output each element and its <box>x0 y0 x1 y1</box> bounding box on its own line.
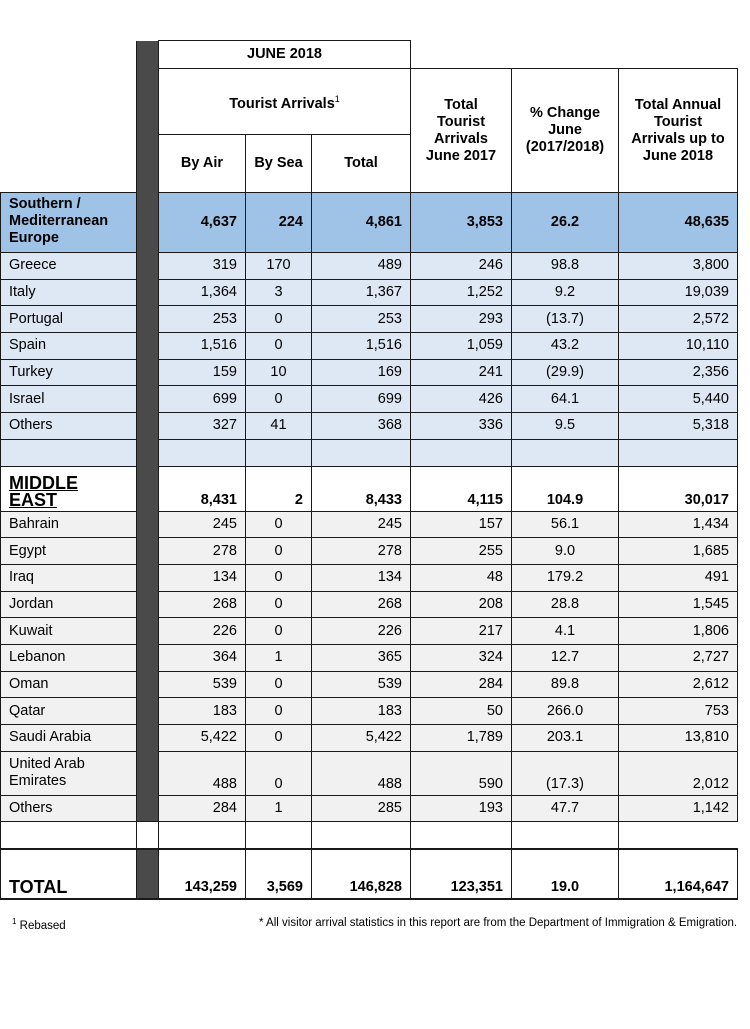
country-name: Bahrain <box>1 511 137 538</box>
sea-value: 0 <box>246 618 312 645</box>
total-value: 539 <box>312 671 411 698</box>
annual-value: 3,800 <box>619 253 738 280</box>
annual-value: 2,612 <box>619 671 738 698</box>
total-value: 285 <box>312 795 411 822</box>
annual-arrivals-header: Total Annual Tourist Arrivals up to June 2018 <box>619 69 738 193</box>
prev-year-value: 336 <box>411 413 512 440</box>
air-value: 245 <box>159 511 246 538</box>
sea-value: 1 <box>246 795 312 822</box>
tourist-arrivals-header: Tourist Arrivals$^1$ <box>159 69 411 135</box>
country-name: Greece <box>1 253 137 280</box>
sea-value: 170 <box>246 253 312 280</box>
prev-year-value: 157 <box>411 511 512 538</box>
table-row <box>1 644 738 671</box>
table-row <box>1 253 738 280</box>
country-name: Italy <box>1 279 137 306</box>
prev-year-value: 1,789 <box>411 725 512 752</box>
sea-value: 0 <box>246 564 312 591</box>
period-header: JUNE 2018 <box>159 41 411 69</box>
country-name: Portugal <box>1 306 137 333</box>
pct-change-value: (17.3) <box>512 751 619 795</box>
country-name: United Arab Emirates <box>1 751 137 795</box>
total-value: 4,861 <box>312 193 411 253</box>
table-row <box>1 671 738 698</box>
prev-year-value: 48 <box>411 564 512 591</box>
air-value: 134 <box>159 564 246 591</box>
footnote-rebased: $^1$ Rebased <box>12 917 66 932</box>
annual-value: 1,685 <box>619 538 738 565</box>
pct-change-value: 179.2 <box>512 564 619 591</box>
pct-change-value: 12.7 <box>512 644 619 671</box>
air-value: 539 <box>159 671 246 698</box>
air-value: 364 <box>159 644 246 671</box>
total-value: 268 <box>312 591 411 618</box>
by-air-header: By Air <box>159 135 246 193</box>
total-value: 5,422 <box>312 725 411 752</box>
pct-change-value: 56.1 <box>512 511 619 538</box>
air-value: 253 <box>159 306 246 333</box>
footnote-source: * All visitor arrival statistics in this report are from the Department of Immigration & Emigration. <box>259 917 738 929</box>
sea-value: 41 <box>246 413 312 440</box>
table-row <box>1 511 738 538</box>
annual-value: 2,012 <box>619 751 738 795</box>
prev-year-value: 324 <box>411 644 512 671</box>
air-value: 5,422 <box>159 725 246 752</box>
table-row <box>1 751 738 795</box>
annual-value: 5,440 <box>619 386 738 413</box>
table-row <box>1 698 738 725</box>
total-value: 1,367 <box>312 279 411 306</box>
pct-change-value: 4.1 <box>512 618 619 645</box>
pct-change-value: 104.9 <box>512 466 619 511</box>
sea-value: 0 <box>246 725 312 752</box>
air-value: 143,259 <box>159 849 246 899</box>
air-value: 268 <box>159 591 246 618</box>
table-row <box>1 333 738 360</box>
total-value: 365 <box>312 644 411 671</box>
table-row <box>1 725 738 752</box>
sea-value: 0 <box>246 671 312 698</box>
prev-year-value: 426 <box>411 386 512 413</box>
country-name: Spain <box>1 333 137 360</box>
table-row <box>1 279 738 306</box>
air-value: 284 <box>159 795 246 822</box>
grand-total-row <box>1 849 738 899</box>
total-value: 488 <box>312 751 411 795</box>
pct-change-value: 266.0 <box>512 698 619 725</box>
country-name: Oman <box>1 671 137 698</box>
country-name: Saudi Arabia <box>1 725 137 752</box>
prev-year-value: 246 <box>411 253 512 280</box>
pct-change-value: (29.9) <box>512 359 619 386</box>
prev-year-value: 3,853 <box>411 193 512 253</box>
pct-change-value: 19.0 <box>512 849 619 899</box>
annual-value: 2,727 <box>619 644 738 671</box>
prev-year-value: 1,252 <box>411 279 512 306</box>
by-sea-header: By Sea <box>246 135 312 193</box>
country-name: Israel <box>1 386 137 413</box>
spacer-row <box>1 439 738 466</box>
annual-value: 1,164,647 <box>619 849 738 899</box>
sea-value: 0 <box>246 698 312 725</box>
total-june-2017-header: Total Tourist Arrivals June 2017 <box>411 69 512 193</box>
table-row <box>1 591 738 618</box>
pct-change-value: 26.2 <box>512 193 619 253</box>
annual-value: 1,806 <box>619 618 738 645</box>
table-row <box>1 564 738 591</box>
sea-value: 0 <box>246 333 312 360</box>
region-name: Southern / Mediterranean Europe <box>1 193 137 253</box>
country-name: Egypt <box>1 538 137 565</box>
pct-change-value: 89.8 <box>512 671 619 698</box>
pct-change-value: 64.1 <box>512 386 619 413</box>
sea-value: 0 <box>246 511 312 538</box>
pct-change-value: 43.2 <box>512 333 619 360</box>
prev-year-value: 1,059 <box>411 333 512 360</box>
air-value: 319 <box>159 253 246 280</box>
sea-value: 3 <box>246 279 312 306</box>
annual-value: 753 <box>619 698 738 725</box>
pct-change-value: 9.0 <box>512 538 619 565</box>
total-value: 134 <box>312 564 411 591</box>
pct-change-value: 28.8 <box>512 591 619 618</box>
annual-value: 1,545 <box>619 591 738 618</box>
annual-value: 10,110 <box>619 333 738 360</box>
air-value: 699 <box>159 386 246 413</box>
pct-change-value: 203.1 <box>512 725 619 752</box>
air-value: 327 <box>159 413 246 440</box>
region-row-middle-east <box>1 466 738 511</box>
sea-value: 1 <box>246 644 312 671</box>
air-value: 1,364 <box>159 279 246 306</box>
table-row <box>1 386 738 413</box>
table-row <box>1 795 738 822</box>
vertical-bar-lower <box>137 849 159 899</box>
country-name: Qatar <box>1 698 137 725</box>
sea-value: 10 <box>246 359 312 386</box>
prev-year-value: 255 <box>411 538 512 565</box>
total-value: 699 <box>312 386 411 413</box>
sea-value: 0 <box>246 538 312 565</box>
sea-value: 0 <box>246 591 312 618</box>
prev-year-value: 193 <box>411 795 512 822</box>
air-value: 183 <box>159 698 246 725</box>
table-row <box>1 538 738 565</box>
pct-change-value: 98.8 <box>512 253 619 280</box>
air-value: 8,431 <box>159 466 246 511</box>
air-value: 488 <box>159 751 246 795</box>
sea-value: 0 <box>246 386 312 413</box>
table-row <box>1 618 738 645</box>
prev-year-value: 123,351 <box>411 849 512 899</box>
country-name: Turkey <box>1 359 137 386</box>
total-value: 368 <box>312 413 411 440</box>
air-value: 4,637 <box>159 193 246 253</box>
spacer-row <box>1 822 738 849</box>
region-name: MIDDLE EAST <box>1 466 137 511</box>
prev-year-value: 217 <box>411 618 512 645</box>
annual-value: 1,434 <box>619 511 738 538</box>
country-name: Jordan <box>1 591 137 618</box>
grand-total-label: TOTAL <box>1 849 137 899</box>
table-row <box>1 413 738 440</box>
pct-change-value: 47.7 <box>512 795 619 822</box>
prev-year-value: 284 <box>411 671 512 698</box>
air-value: 278 <box>159 538 246 565</box>
total-value: 1,516 <box>312 333 411 360</box>
annual-value: 5,318 <box>619 413 738 440</box>
pct-change-value: (13.7) <box>512 306 619 333</box>
annual-value: 13,810 <box>619 725 738 752</box>
total-value: 8,433 <box>312 466 411 511</box>
pct-change-header: % Change June (2017/2018) <box>512 69 619 193</box>
annual-value: 2,356 <box>619 359 738 386</box>
total-value: 183 <box>312 698 411 725</box>
sea-value: 0 <box>246 751 312 795</box>
total-value: 489 <box>312 253 411 280</box>
total-value: 245 <box>312 511 411 538</box>
annual-value: 48,635 <box>619 193 738 253</box>
pct-change-value: 9.5 <box>512 413 619 440</box>
table-row <box>1 306 738 333</box>
prev-year-value: 50 <box>411 698 512 725</box>
sea-value: 224 <box>246 193 312 253</box>
air-value: 226 <box>159 618 246 645</box>
prev-year-value: 293 <box>411 306 512 333</box>
country-name: Others <box>1 413 137 440</box>
prev-year-value: 4,115 <box>411 466 512 511</box>
table-row <box>1 359 738 386</box>
total-value: 253 <box>312 306 411 333</box>
annual-value: 30,017 <box>619 466 738 511</box>
annual-value: 491 <box>619 564 738 591</box>
total-value: 278 <box>312 538 411 565</box>
total-value: 146,828 <box>312 849 411 899</box>
country-name: Others <box>1 795 137 822</box>
annual-value: 1,142 <box>619 795 738 822</box>
country-name: Iraq <box>1 564 137 591</box>
air-value: 159 <box>159 359 246 386</box>
annual-value: 2,572 <box>619 306 738 333</box>
sea-value: 0 <box>246 306 312 333</box>
sea-value: 3,569 <box>246 849 312 899</box>
pct-change-value: 9.2 <box>512 279 619 306</box>
prev-year-value: 241 <box>411 359 512 386</box>
prev-year-value: 590 <box>411 751 512 795</box>
tourist-arrivals-table <box>0 40 738 900</box>
country-name: Kuwait <box>1 618 137 645</box>
total-value: 169 <box>312 359 411 386</box>
air-value: 1,516 <box>159 333 246 360</box>
vertical-bar-upper <box>137 41 159 822</box>
total-value: 226 <box>312 618 411 645</box>
total-header: Total <box>312 135 411 193</box>
region-row-southern-europe <box>1 193 738 253</box>
prev-year-value: 208 <box>411 591 512 618</box>
country-name: Lebanon <box>1 644 137 671</box>
sea-value: 2 <box>246 466 312 511</box>
annual-value: 19,039 <box>619 279 738 306</box>
